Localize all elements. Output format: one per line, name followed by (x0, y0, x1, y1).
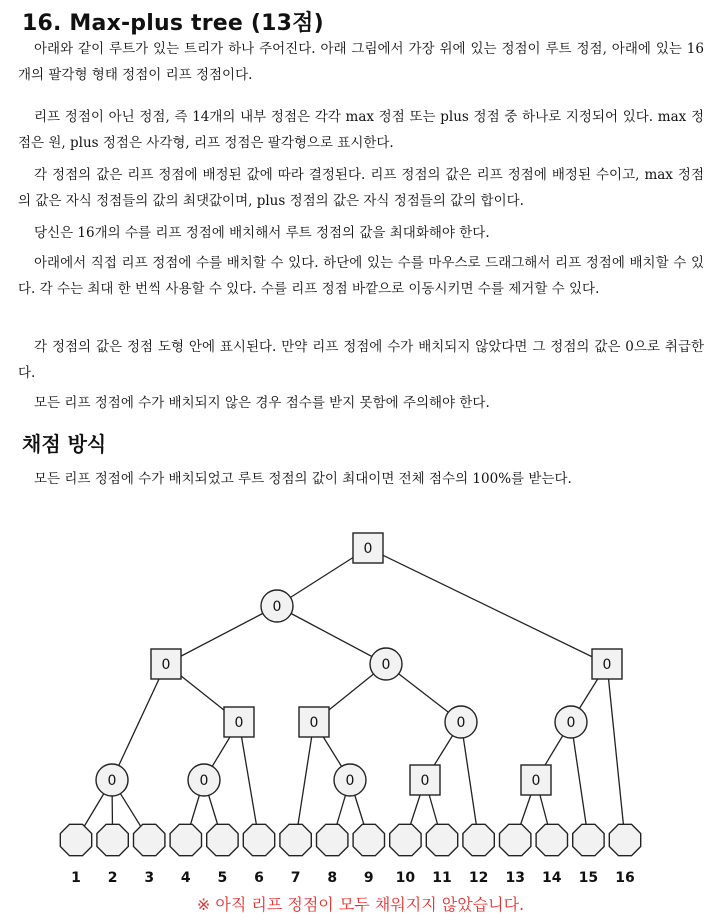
leaf-number: 7 (290, 870, 301, 886)
tree-edge (277, 606, 386, 664)
status-message: ※ 아직 리프 정점이 모두 채워지지 않았습니다. (196, 895, 525, 914)
node-value: 0 (345, 773, 355, 789)
node-value: 0 (161, 657, 171, 673)
leaf-number: 10 (395, 870, 416, 886)
scoring-title: 채점 방식 (22, 432, 107, 456)
node-value: 0 (309, 715, 319, 731)
interaction-paragraph: 아래에서 직접 리프 정점에 수를 배치할 수 있다. 하단에 있는 수를 마우스로 드래그해서 리프 정점에 배치할 수 있다. 각 수는 최대 한 번씩 사용할 수 있다. 수를 리프 정점 바깥으로 이동시키면 수를 제거할 수 있다. (18, 255, 704, 297)
leaf-edge (239, 722, 259, 840)
leaf-numbers (71, 870, 635, 886)
max-node (261, 590, 293, 622)
leaf-slot[interactable] (463, 824, 494, 855)
warning-paragraph: 모든 리프 정점에 수가 배치되지 않은 경우 점수를 받지 못함에 주의해야 한다. (34, 395, 490, 411)
node-value: 0 (531, 773, 541, 789)
leaf-number: 9 (363, 870, 374, 886)
leaf-number: 13 (505, 870, 525, 886)
node-value: 0 (566, 715, 576, 731)
leaf-edge (607, 664, 625, 840)
tree-edge (166, 606, 277, 664)
max-node (96, 764, 128, 796)
leaf-slot[interactable] (317, 824, 348, 855)
scoring-paragraph: 모든 리프 정점에 수가 배치되었고 루트 정점의 값이 최대이면 전체 점수의 100%를 받는다. (34, 471, 572, 487)
leaf-number: 1 (71, 870, 81, 886)
leaf-slot[interactable] (280, 824, 311, 855)
node-value: 0 (199, 773, 209, 789)
leaf-slot[interactable] (353, 824, 384, 855)
leaf-number: 15 (578, 870, 599, 886)
node-value: 0 (107, 773, 117, 789)
leaf-number: 4 (180, 870, 191, 886)
node-value: 0 (602, 657, 612, 673)
max-node (334, 764, 366, 796)
leaf-number: 3 (144, 870, 155, 886)
leaf-slot[interactable] (609, 824, 640, 855)
leaf-slot[interactable] (390, 824, 421, 855)
leaf-number: 6 (254, 870, 264, 886)
leaf-slot[interactable] (170, 824, 201, 855)
tree-edge (368, 548, 607, 664)
leaf-number: 16 (615, 870, 635, 886)
plus-node (592, 649, 622, 679)
max-node (445, 706, 477, 738)
intro-paragraph: 아래와 같이 루트가 있는 트리가 하나 주어진다. 아래 그림에서 가장 위에 있는 정점이 루트 정점, 아래에 있는 16개의 팔각형 형태 정점이 리프 정점이다. (18, 41, 704, 83)
display-paragraph: 각 정점의 값은 정점 도형 안에 표시된다. 만약 리프 정점에 수가 배치되지 않았다면 그 정점의 값은 0으로 취급한다. (18, 339, 704, 381)
leaf-slot[interactable] (243, 824, 274, 855)
max-node (370, 648, 402, 680)
leaf-number: 14 (542, 870, 562, 886)
leaf-slot[interactable] (573, 824, 604, 855)
goal-paragraph: 당신은 16개의 수를 리프 정점에 배치해서 루트 정점의 값을 최대화해야 한다. (34, 225, 490, 241)
leaf-number: 5 (217, 870, 228, 886)
node-values-paragraph: 각 정점의 값은 리프 정점에 배정된 값에 따라 결정된다. 리프 정점의 값은 리프 정점에 배정된 수이고, max 정점의 값은 자식 정점들의 값의 최댓값이며, plus 정점의 값은 자식 정점들의 값의 합이다. (18, 167, 704, 209)
problem-title: 16. Max-plus tree (13점) (22, 11, 324, 36)
leaf-slot[interactable] (60, 824, 91, 855)
leaf-slot[interactable] (134, 824, 165, 855)
node-types-paragraph: 리프 정점이 아닌 정점, 즉 14개의 내부 정점은 각각 max 정점 또는 plus 정점 중 하나로 지정되어 있다. max 정점은 원, plus 정점은 사각형, 리프 정점은 팔각형으로 표시한다. (18, 109, 704, 151)
node-value: 0 (381, 657, 391, 673)
leaf-number: 12 (468, 870, 489, 886)
plus-node (410, 765, 440, 795)
leaf-slot[interactable] (500, 824, 531, 855)
leaf-edge (296, 722, 314, 840)
leaf-slot[interactable] (426, 824, 457, 855)
plus-node (521, 765, 551, 795)
node-value: 0 (363, 541, 373, 557)
node-value: 0 (272, 599, 282, 615)
leaf-edge (571, 722, 588, 840)
leaf-number: 8 (327, 870, 338, 886)
node-value: 0 (456, 715, 466, 731)
leaf-slot[interactable] (207, 824, 238, 855)
leaf-number: 2 (107, 870, 118, 886)
tree-nodes (60, 533, 640, 856)
leaf-edge (461, 722, 479, 840)
node-value: 0 (420, 773, 430, 789)
plus-node (224, 707, 254, 737)
leaf-slot[interactable] (97, 824, 128, 855)
leaf-slot[interactable] (536, 824, 567, 855)
leaf-number: 11 (432, 870, 452, 886)
plus-node (299, 707, 329, 737)
node-value: 0 (234, 715, 244, 731)
plus-node (353, 533, 383, 563)
max-node (555, 706, 587, 738)
plus-node (151, 649, 181, 679)
tree-edge (112, 664, 166, 780)
max-node (188, 764, 220, 796)
